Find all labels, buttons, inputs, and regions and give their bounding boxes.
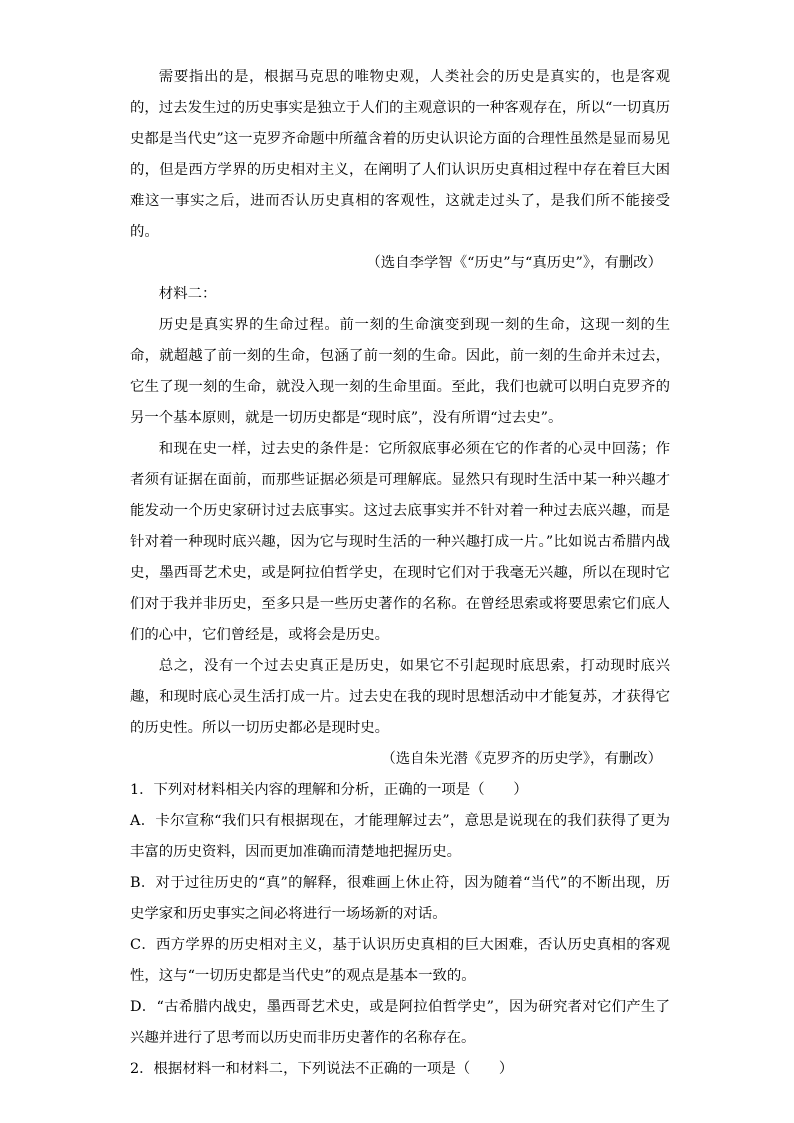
question-1-stem: 1．下列对材料相关内容的理解和分析，正确的一项是（ ） [130,782,528,798]
paragraph-life-process: 历史是真实界的生命过程。前一刻的生命演变到现一刻的生命，这现一刻的生命，就超越了前一刻的生命，包涵了前一刻的生命。因此，前一刻的生命并未过去，它生了现一刻的生命，就没入现一刻的生命里面。至此，我们也就可以明白克罗齐的另一个基本原则，就是一切历史都是“现时底”，没有所谓“过去史”。 [130,317,670,426]
source-citation-2: （选自朱光潜《克罗齐的历史学》，有删改） [381,751,662,767]
material-two-label: 材料二： [158,286,217,302]
question-1-option-d: D．“古希腊内战史，墨西哥艺术史，或是阿拉伯哲学史”，因为研究者对它们产生了兴趣并进行了思考而以历史而非历史著作的名称存在。 [130,999,670,1046]
question-1-option-c: C．西方学界的历史相对主义，基于认识历史真相的巨大困难，否认历史真相的客观性，这与“一切历史都是当代史”的观点是基本一致的。 [130,937,670,984]
article-body [130,62,670,1085]
question-1-option-b: B．对于过往历史的“真”的解释，很难画上休止符，因为随着“当代”的不断出现，历史学家和历史事实之间必将进行一场场新的对话。 [130,875,670,922]
paragraph-historical-materialism: 需要指出的是，根据马克思的唯物史观，人类社会的历史是真实的，也是客观的，过去发生过的历史事实是独立于人们的主观意识的一种客观存在，所以“一切真历史都是当代史”这一克罗齐命题中所蕴含着的历史认识论方面的合理性虽然是显而易见的，但是西方学界的历史相对主义，在阐明了人们认识历史真相过程中存在着巨大困难这一事实之后，进而否认历史真相的客观性，这就走过头了，是我们所不能接受的。 [130,69,670,240]
paragraph-past-history-conditions: 和现在史一样，过去史的条件是：它所叙底事必须在它的作者的心灵中回荡；作者须有证据在面前，而那些证据必须是可理解底。显然只有现时生活中某一种兴趣才能发动一个历史家研讨过去底事实。这过去底事实并不针对着一种过去底兴趣，而是针对着一种现时底兴趣，因为它与现时生活的一种兴趣打成一片。”比如说古希腊内战史，墨西哥艺术史，或是阿拉伯哲学史，在现时它们对于我毫无兴趣，所以在现时它们对于我并非历史，至多只是一些历史著作的名称。在曾经思索或将要思索它们底人们的心中，它们曾经是，或将会是历史。 [130,441,670,643]
source-citation-1: （选自李学智《“历史”与“真历史”》，有删改） [366,255,662,271]
question-2-stem: 2．根据材料一和材料二，下列说法不正确的一项是（ ） [130,1061,514,1077]
paragraph-conclusion: 总之，没有一个过去史真正是历史，如果它不引起现时底思索，打动现时底兴趣，和现时底心灵生活打成一片。过去史在我的现时思想活动中才能复苏，才获得它的历史性。所以一切历史都必是现时史。 [130,658,670,736]
question-1-option-a: A．卡尔宣称“我们只有根据现在，才能理解过去”，意思是说现在的我们获得了更为丰富的历史资料，因而更加准确而清楚地把握历史。 [130,813,670,860]
